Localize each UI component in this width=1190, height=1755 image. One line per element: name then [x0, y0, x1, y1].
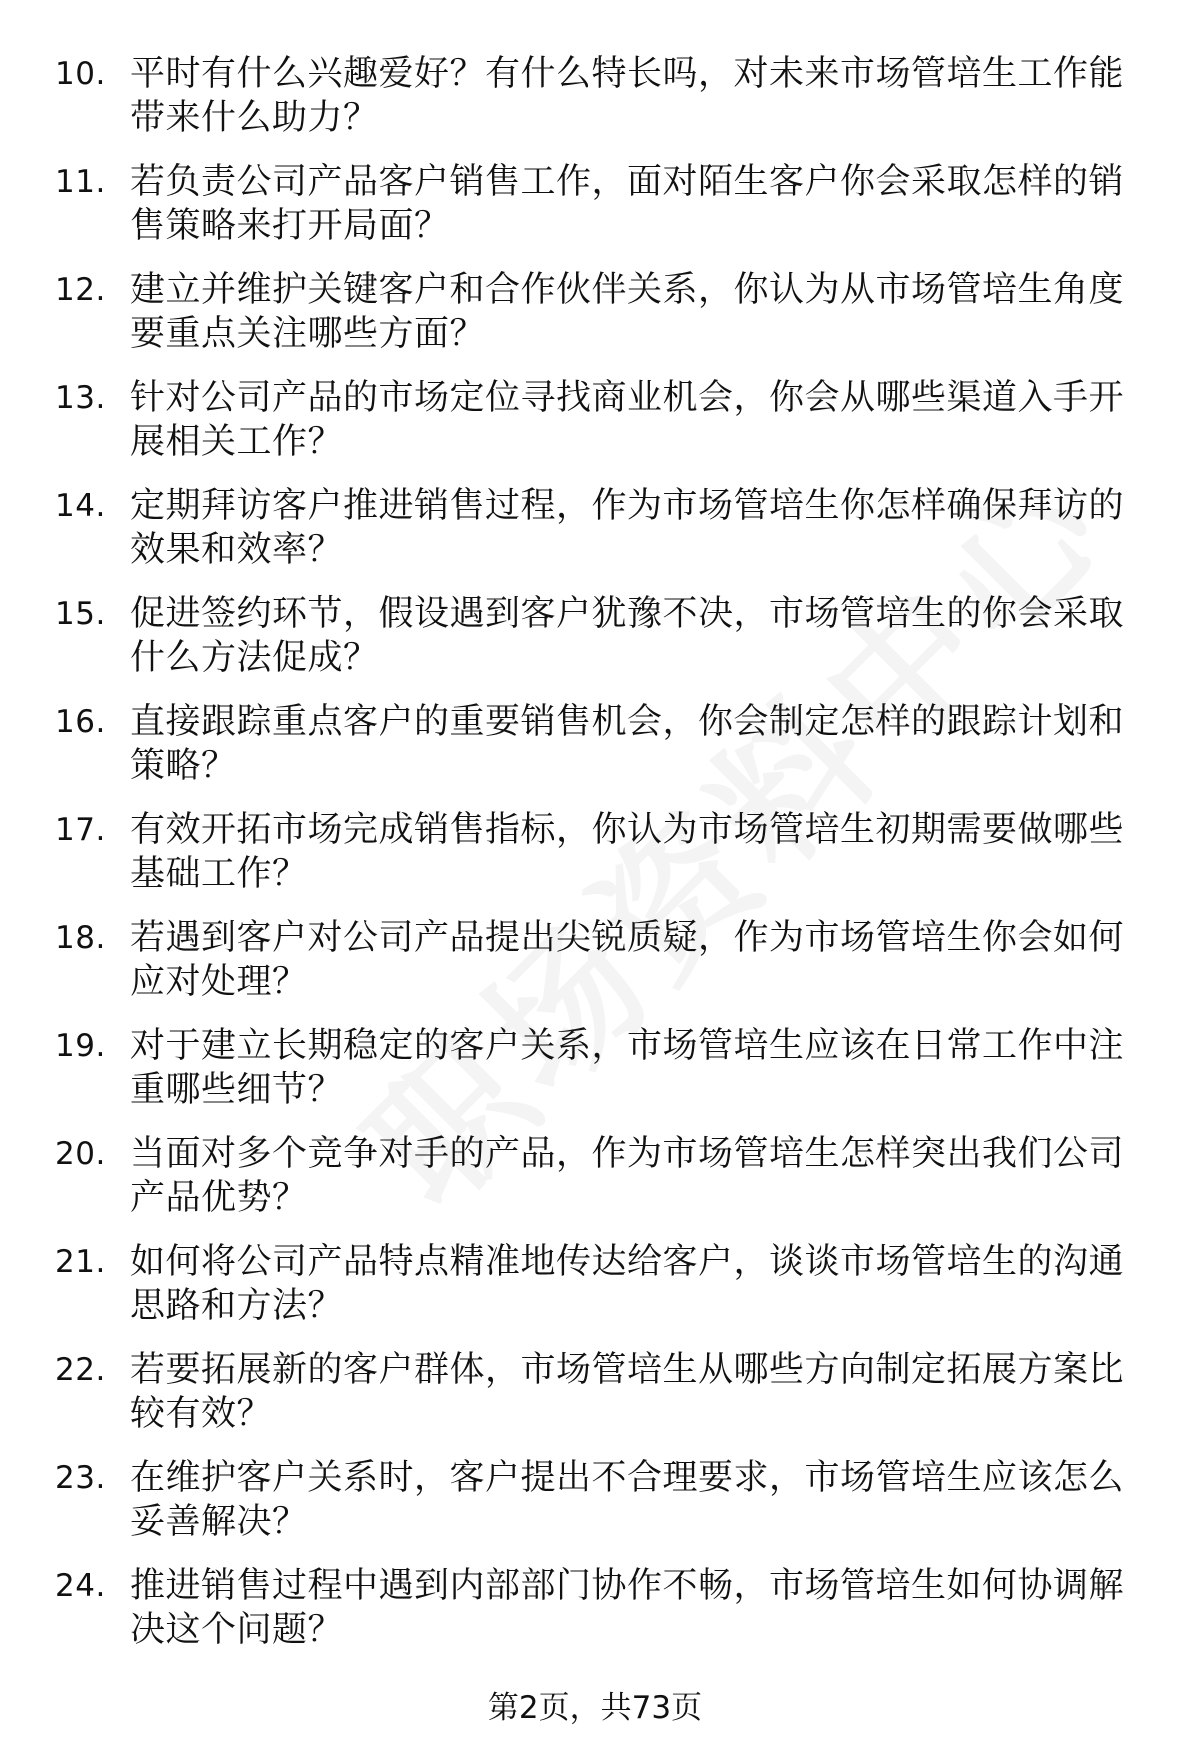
- question-text: 针对公司产品的市场定位寻找商业机会，你会从哪些渠道入手开展相关工作？: [130, 378, 1125, 462]
- question-item: [55, 376, 1155, 484]
- question-number: 10.: [55, 56, 106, 92]
- question-item: [55, 1348, 1155, 1456]
- question-item: [55, 52, 1155, 160]
- question-number: 23.: [55, 1460, 106, 1496]
- question-item: [55, 1240, 1155, 1348]
- question-text: 建立并维护关键客户和合作伙伴关系，你认为从市场管培生角度要重点关注哪些方面？: [130, 270, 1125, 354]
- question-number: 21.: [55, 1244, 106, 1280]
- page-number-footer: 第2页，共73页: [487, 1690, 703, 1726]
- question-item: [55, 268, 1155, 376]
- question-item: [55, 1456, 1155, 1564]
- question-number: 11.: [55, 164, 106, 200]
- question-text: 直接跟踪重点客户的重要销售机会，你会制定怎样的跟踪计划和策略？: [130, 702, 1125, 786]
- question-number: 14.: [55, 488, 106, 524]
- question-number: 18.: [55, 920, 106, 956]
- question-number: 15.: [55, 596, 106, 632]
- question-item: [55, 700, 1155, 808]
- question-text: 定期拜访客户推进销售过程，作为市场管培生你怎样确保拜访的效果和效率？: [130, 486, 1125, 570]
- question-text: 对于建立长期稳定的客户关系，市场管培生应该在日常工作中注重哪些细节？: [130, 1026, 1125, 1110]
- question-text: 在维护客户关系时，客户提出不合理要求，市场管培生应该怎么妥善解决？: [130, 1458, 1125, 1542]
- question-text: 如何将公司产品特点精准地传达给客户，谈谈市场管培生的沟通思路和方法？: [130, 1242, 1125, 1326]
- question-item: [55, 916, 1155, 1024]
- question-number: 16.: [55, 704, 106, 740]
- question-number: 20.: [55, 1136, 106, 1172]
- question-number: 19.: [55, 1028, 106, 1064]
- question-text: 若负责公司产品客户销售工作，面对陌生客户你会采取怎样的销售策略来打开局面？: [130, 162, 1125, 246]
- question-text: 有效开拓市场完成销售指标，你认为市场管培生初期需要做哪些基础工作？: [130, 810, 1125, 894]
- question-text: 若遇到客户对公司产品提出尖锐质疑，作为市场管培生你会如何应对处理？: [130, 918, 1125, 1002]
- question-item: [55, 160, 1155, 268]
- question-number: 22.: [55, 1352, 106, 1388]
- question-number: 17.: [55, 812, 106, 848]
- question-item: [55, 592, 1155, 700]
- question-text: 若要拓展新的客户群体，市场管培生从哪些方向制定拓展方案比较有效？: [130, 1350, 1125, 1434]
- question-text: 平时有什么兴趣爱好？有什么特长吗，对未来市场管培生工作能带来什么助力？: [130, 54, 1125, 138]
- question-text: 推进销售过程中遇到内部部门协作不畅，市场管培生如何协调解决这个问题？: [130, 1566, 1125, 1650]
- question-item: [55, 1132, 1155, 1240]
- question-text: 促进签约环节，假设遇到客户犹豫不决，市场管培生的你会采取什么方法促成？: [130, 594, 1125, 678]
- question-item: [55, 1024, 1155, 1132]
- question-number: 12.: [55, 272, 106, 308]
- question-number: 24.: [55, 1568, 106, 1604]
- question-text: 当面对多个竞争对手的产品，作为市场管培生怎样突出我们公司产品优势？: [130, 1134, 1125, 1218]
- question-item: [55, 808, 1155, 916]
- question-item: [55, 484, 1155, 592]
- question-item: [55, 1564, 1155, 1672]
- question-list: [55, 52, 1155, 1672]
- question-number: 13.: [55, 380, 106, 416]
